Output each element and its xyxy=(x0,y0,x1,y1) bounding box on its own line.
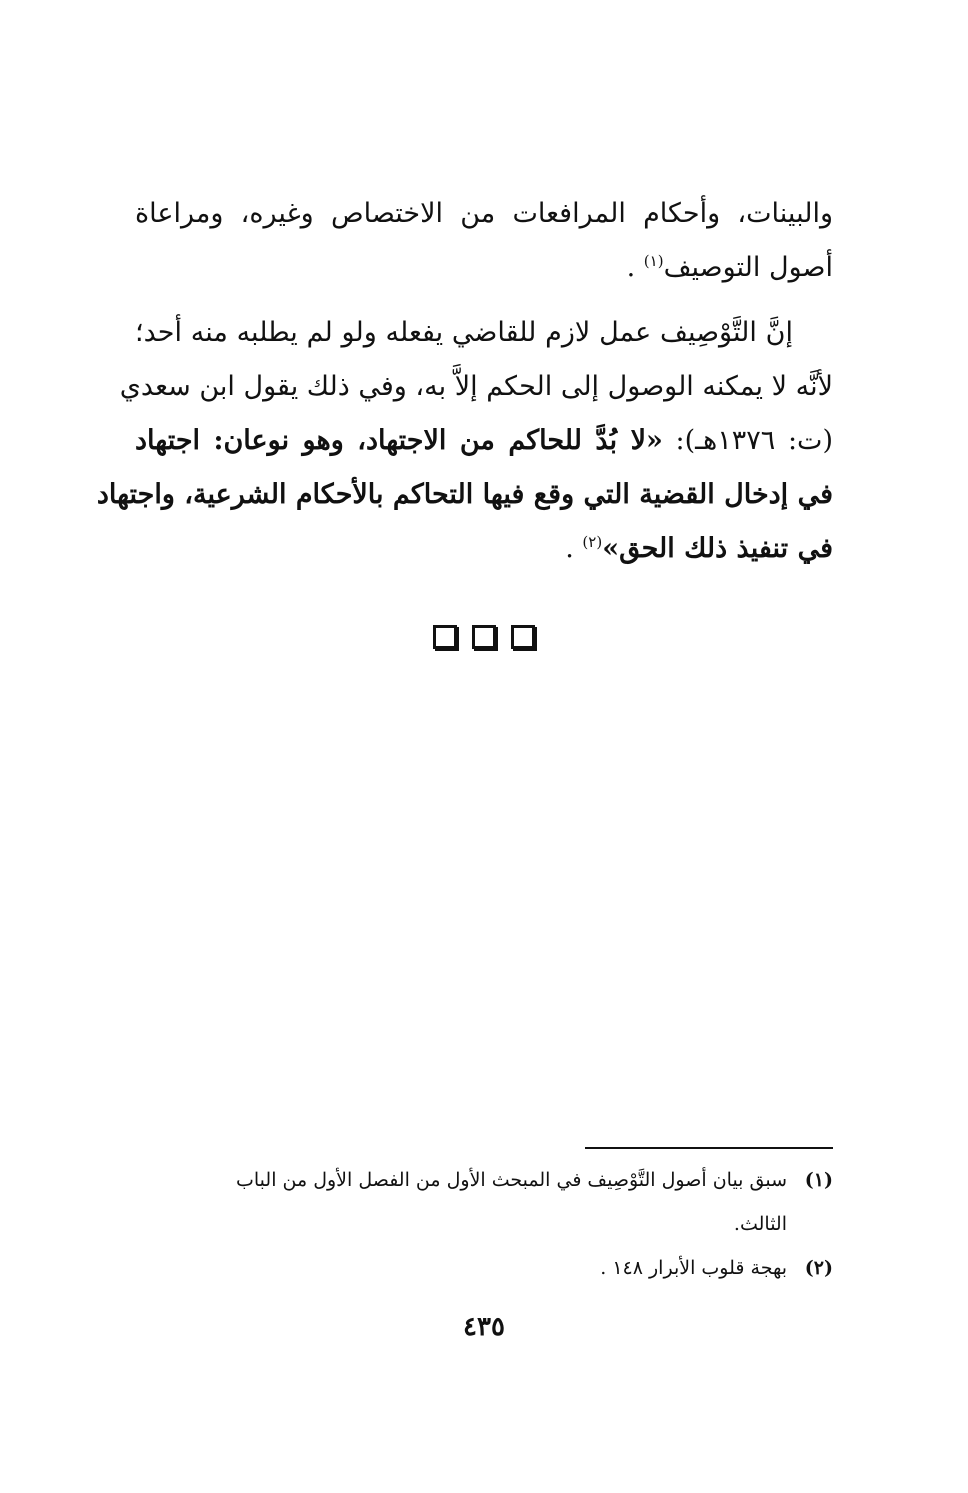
paragraph-2-line-3-plain: (ت: ١٣٧٦هـ): xyxy=(662,425,834,456)
footnote-ref-2[interactable]: (٢) xyxy=(582,533,603,551)
paragraph-2-line-5-end: . xyxy=(565,533,583,564)
paragraph-1-line-2-text: أصول التوصيف xyxy=(663,252,833,283)
footnote-2-number: (٢) xyxy=(804,1257,833,1279)
paragraph-1-line-2 xyxy=(135,241,833,295)
square-ornament-icon xyxy=(472,625,496,649)
paragraph-1 xyxy=(135,187,833,295)
footnote-1-number: (١) xyxy=(804,1169,833,1191)
footnote-divider xyxy=(585,1147,833,1149)
quote-text-part-2: في إدخال القضية التي وقع فيها التحاكم بالأحكام الشرعية، واجتهاد xyxy=(96,479,833,510)
footnote-1-continuation: الثالث. xyxy=(733,1213,787,1235)
quote-text-part-3: في تنفيذ ذلك الحق» xyxy=(602,533,833,564)
footnote-1-text: سبق بيان أصول التَّوْصِيف في المبحث الأول من الفصل الأول من الباب xyxy=(236,1169,787,1191)
square-ornament-icon xyxy=(433,625,457,649)
paragraph-2-line-2: لأنَّه لا يمكنه الوصول إلى الحكم إلاَّ به، وفي ذلك يقول ابن سعدي xyxy=(119,371,833,402)
footnotes xyxy=(135,1158,833,1290)
quote-text-part-1: «لا بُدَّ للحاكم من الاجتهاد، وهو نوعان: اجتهاد xyxy=(135,425,663,456)
paragraph-2-line-5 xyxy=(135,522,833,576)
paragraph-1-line-1: والبينات، وأحكام المرافعات من الاختصاص وغيره، ومراعاة xyxy=(135,198,833,229)
section-end-marks xyxy=(0,625,968,653)
paragraph-1-line-2-end: . xyxy=(626,252,644,283)
footnote-1 xyxy=(135,1158,833,1246)
square-ornament-icon xyxy=(511,625,535,649)
page-number: ٤٣٥ xyxy=(463,1312,505,1342)
paragraph-2 xyxy=(96,306,834,576)
footnote-2 xyxy=(135,1246,833,1290)
paragraph-2-line-1: إنَّ التَّوْصِيف عمل لازم للقاضي يفعله ولو لم يطلبه منه أحد؛ xyxy=(135,317,793,348)
footnote-2-text: بهجة قلوب الأبرار ١٤٨ . xyxy=(600,1257,787,1279)
footnote-ref-1[interactable]: (١) xyxy=(643,252,664,270)
paragraph-2-line-3 xyxy=(135,414,833,468)
